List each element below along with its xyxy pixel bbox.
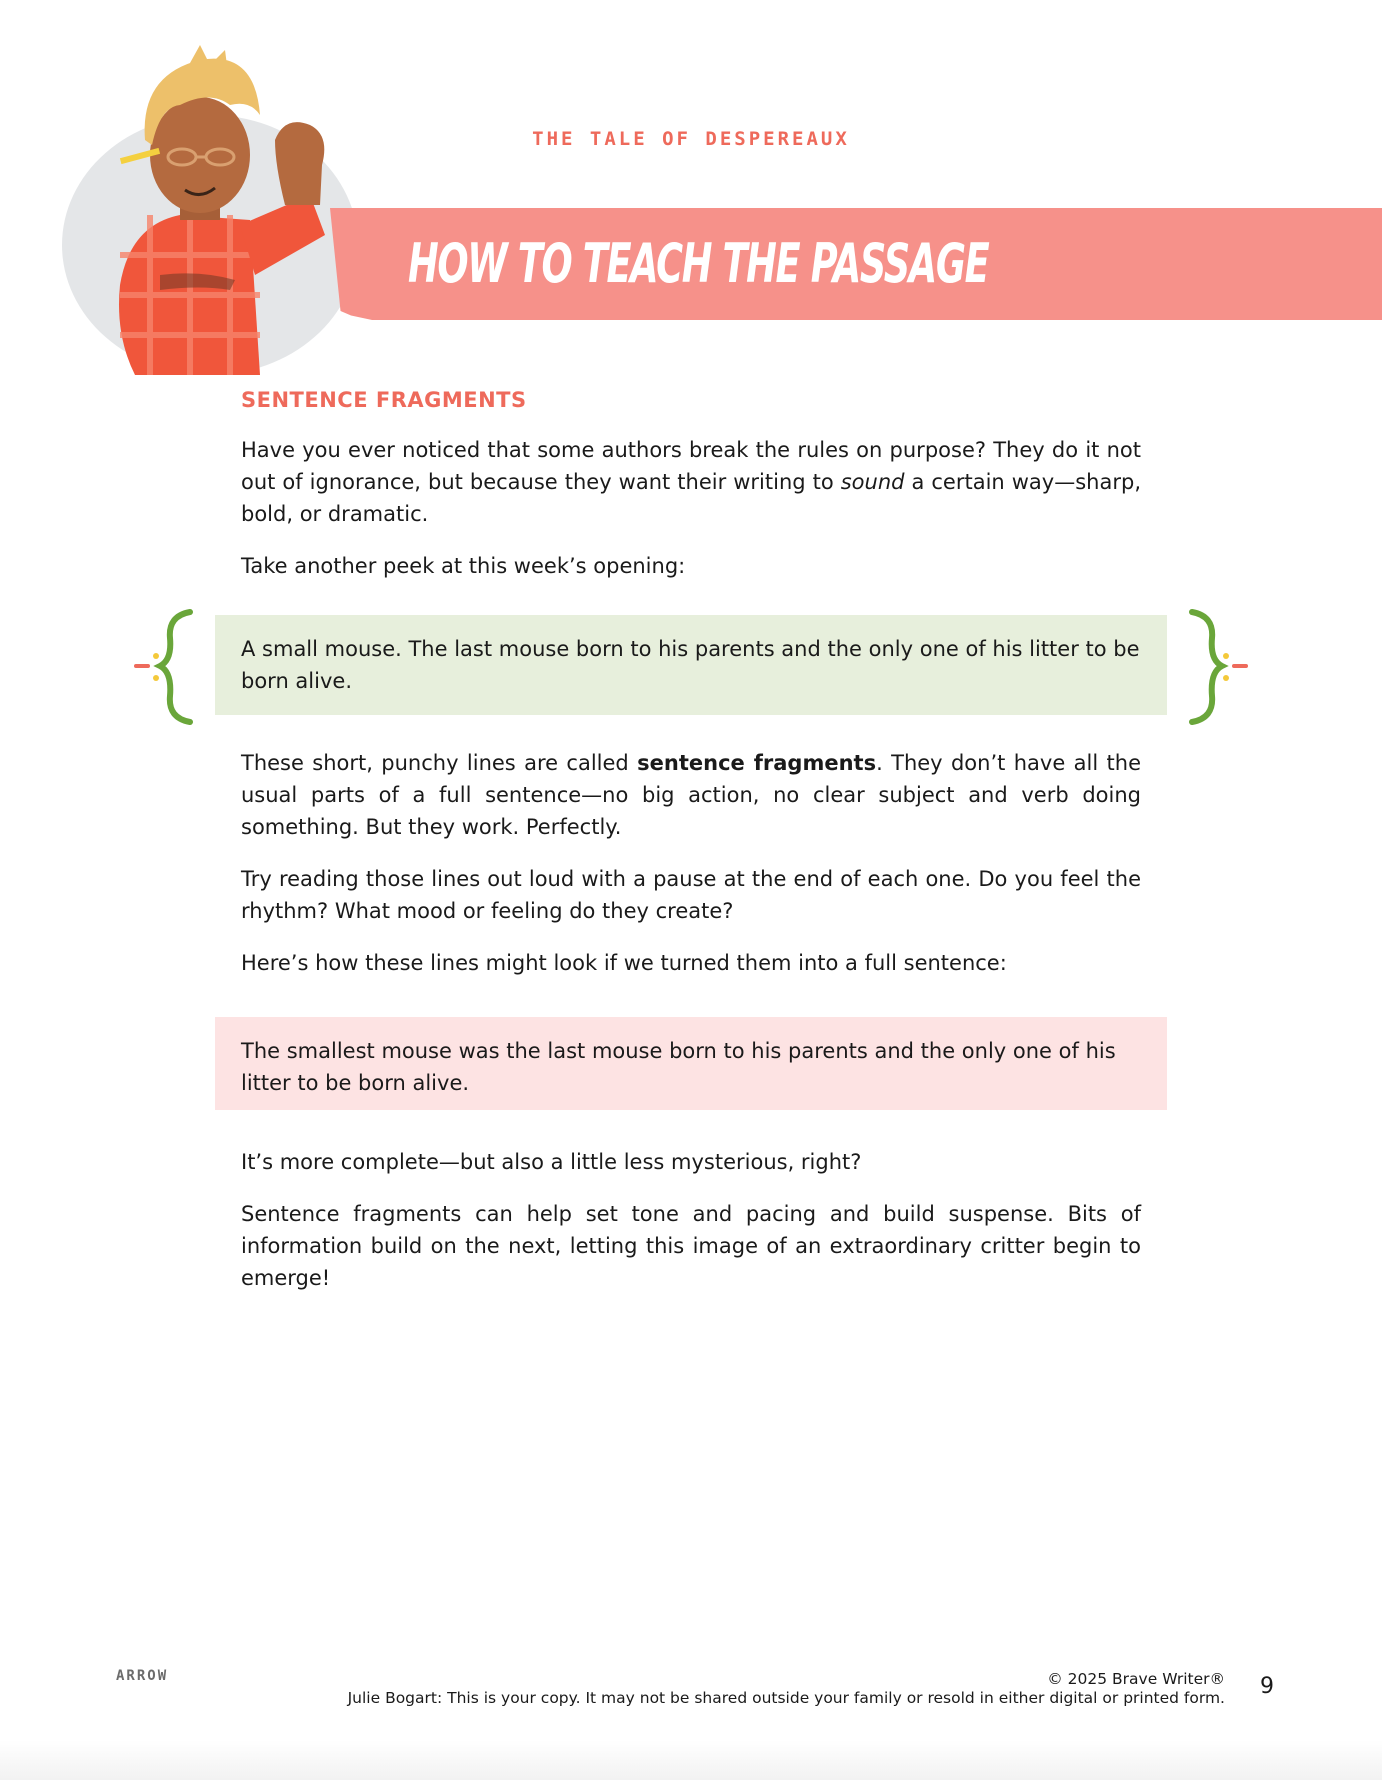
series-title-text: THE TALE OF DESPEREAUX (532, 128, 850, 150)
paragraph-intro-italic: sound (840, 470, 905, 494)
paragraph-peek: Take another peek at this week’s opening: (241, 554, 686, 578)
footer-copyright (348, 1670, 1225, 1708)
page-number: 9 (1260, 1674, 1274, 1699)
example-full-sentence-text: The smallest mouse was the last mouse born to his parents and the only one of his litter to be born alive. (241, 1039, 1116, 1095)
paragraph-full-sentence-intro: Here’s how these lines might look if we turned them into a full sentence: (241, 951, 1007, 975)
page-bottom-edge (0, 1740, 1382, 1780)
paragraph-definition-end: . They don’t have all the usual parts of a full sentence—no big action, no clear subject and verb doing something. But they work. Perfectly. (241, 751, 1142, 839)
paragraph-intro-end: a certain way—sharp, bold, or dramatic. (241, 470, 1141, 526)
paragraph-intro (241, 434, 1141, 530)
paragraph-read-aloud: Try reading those lines out loud with a pause at the end of each one. Do you feel the rhythm? What mood or feeling do they create? (241, 867, 1141, 923)
section-heading: SENTENCE FRAGMENTS (241, 388, 527, 412)
example-fragment-text: A small mouse. The last mouse born to his parents and the only one of his litter to be born alive. (241, 637, 1140, 693)
series-title (0, 128, 1382, 150)
license-notice: Julie Bogart: This is your copy. It may not be shared outside your family or resold in either digital or printed form. (347, 1689, 1225, 1707)
left-brace-decoration (130, 608, 210, 726)
right-brace-decoration (1180, 608, 1260, 726)
paragraph-conclusion: Sentence fragments can help set tone and pacing and build suspense. Bits of information build on the next, letting this image of an extraordinary critter begin to emerge! (241, 1202, 1141, 1290)
paragraph-definition-start: These short, punchy lines are called (241, 751, 638, 775)
term-sentence-fragments: sentence fragments (637, 751, 877, 775)
paragraph-definition (241, 747, 1141, 843)
paragraph-intro-start: Have you ever noticed that some authors break the rules on purpose? They do it not out of ignorance, but because they want their writing to (241, 438, 1141, 494)
example-full-sentence-box (215, 1017, 1167, 1110)
page-title: HOW TO TEACH THE PASSAGE (408, 232, 989, 295)
paragraph-less-mysterious: It’s more complete—but also a little less mysterious, right? (241, 1150, 862, 1174)
copyright-line: © 2025 Brave Writer® (1047, 1670, 1225, 1688)
example-fragment-box (215, 615, 1167, 715)
arrow-logo: ARROW (116, 1668, 169, 1684)
